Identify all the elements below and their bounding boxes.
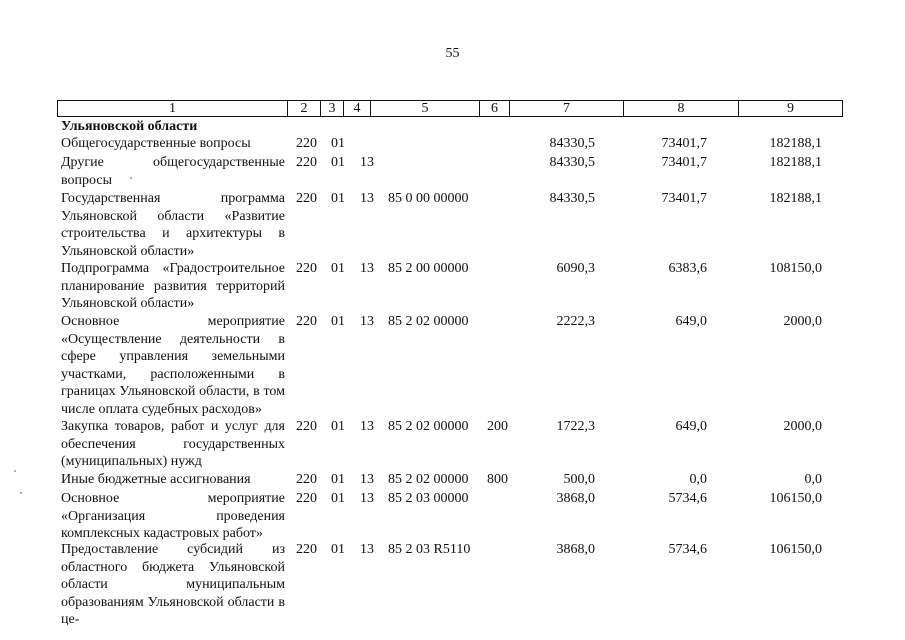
table-row (57, 541, 847, 627)
row-col-4: 13 (360, 155, 374, 170)
row-col-7: 1722,3 (556, 419, 595, 434)
header-col-2: 2 (288, 101, 321, 116)
row-col-9: 182188,1 (769, 155, 822, 170)
row-col-8: 649,0 (675, 314, 707, 329)
row-col-7: 3868,0 (556, 491, 595, 506)
header-col-6: 6 (480, 101, 510, 116)
row-col-7: 3868,0 (556, 542, 595, 557)
row-col-8: 5734,6 (668, 491, 707, 506)
row-col-2: 220 (296, 191, 317, 206)
row-col-4: 13 (360, 419, 374, 434)
row-col-3: 01 (331, 542, 345, 557)
row-col-5: 85 2 00 00000 (388, 261, 469, 276)
table-row (57, 313, 847, 418)
scan-speck (20, 492, 22, 494)
table-body (57, 118, 847, 627)
row-col-5: 85 2 02 00000 (388, 314, 469, 329)
row-col-3: 01 (331, 136, 345, 151)
table-row (57, 418, 847, 471)
row-col-9: 108150,0 (769, 261, 822, 276)
page-number: 55 (445, 46, 460, 61)
row-col-4: 13 (360, 491, 374, 506)
row-col-4: 13 (360, 261, 374, 276)
row-col-2: 220 (296, 314, 317, 329)
row-name: Предоставление субсидий из областного бюджета Ульяновской области муниципальным образованиям Ульяновской области в це- (61, 542, 285, 627)
row-col-2: 220 (296, 542, 317, 557)
row-col-3: 01 (331, 191, 345, 206)
row-col-4: 13 (360, 314, 374, 329)
table-row (57, 154, 847, 190)
row-col-8: 73401,7 (661, 155, 707, 170)
table-row (57, 471, 847, 490)
row-name: Другие общегосударственные вопросы (61, 155, 285, 188)
row-name: Основное мероприятие «Осуществление деятельности в сфере управления земельными участками, расположенными в границах Ульяновской области, в том числе оплата судебных расходов» (61, 314, 285, 417)
table-row (57, 190, 847, 260)
row-col-9: 2000,0 (783, 419, 822, 434)
header-col-7: 7 (510, 101, 624, 116)
row-col-9: 2000,0 (783, 314, 822, 329)
header-col-1: 1 (58, 101, 288, 116)
row-col-3: 01 (331, 419, 345, 434)
row-col-7: 84330,5 (549, 136, 595, 151)
row-col-8: 649,0 (675, 419, 707, 434)
row-col-2: 220 (296, 261, 317, 276)
row-col-9: 106150,0 (769, 491, 822, 506)
row-name: Основное мероприятие «Организация проведения комплексных кадастровых работ» (61, 491, 285, 541)
row-col-6: 800 (487, 472, 508, 487)
table-row (57, 490, 847, 541)
row-col-5: 85 2 03 00000 (388, 491, 469, 506)
row-col-7: 500,0 (563, 472, 595, 487)
row-col-9: 182188,1 (769, 191, 822, 206)
row-col-8: 73401,7 (661, 191, 707, 206)
row-col-8: 73401,7 (661, 136, 707, 151)
row-col-3: 01 (331, 472, 345, 487)
row-name: Иные бюджетные ассигнования (61, 472, 251, 487)
row-col-4: 13 (360, 472, 374, 487)
row-col-2: 220 (296, 419, 317, 434)
row-name: Подпрограмма «Градостроительное планирование развития территорий Ульяновской области» (61, 261, 285, 311)
table-row (57, 118, 847, 135)
header-col-8: 8 (624, 101, 739, 116)
row-col-9: 182188,1 (769, 136, 822, 151)
row-col-2: 220 (296, 472, 317, 487)
row-col-8: 5734,6 (668, 542, 707, 557)
row-col-8: 0,0 (689, 472, 707, 487)
header-col-3: 3 (321, 101, 344, 116)
table-row (57, 260, 847, 313)
table-row (57, 135, 847, 154)
row-col-5: 85 0 00 00000 (388, 191, 469, 206)
row-col-7: 6090,3 (556, 261, 595, 276)
row-col-4: 13 (360, 191, 374, 206)
row-col-3: 01 (331, 314, 345, 329)
header-col-5: 5 (371, 101, 480, 116)
header-col-9: 9 (787, 101, 794, 116)
row-col-5: 85 2 02 00000 (388, 472, 469, 487)
row-col-2: 220 (296, 155, 317, 170)
row-col-9: 0,0 (804, 472, 822, 487)
scan-speck (130, 177, 132, 179)
row-col-2: 220 (296, 136, 317, 151)
row-col-7: 2222,3 (556, 314, 595, 329)
row-col-9: 106150,0 (769, 542, 822, 557)
row-col-8: 6383,6 (668, 261, 707, 276)
row-col-7: 84330,5 (549, 191, 595, 206)
row-name: Закупка товаров, работ и услуг для обеспечения государственных (муниципальных) нужд (61, 419, 285, 469)
row-col-7: 84330,5 (549, 155, 595, 170)
row-name: Государственная программа Ульяновской области «Развитие строительства и архитектуры в Ульяновской области» (61, 191, 285, 259)
row-col-3: 01 (331, 491, 345, 506)
row-name: Ульяновской области (61, 119, 198, 134)
row-name: Общегосударственные вопросы (61, 136, 251, 151)
row-col-3: 01 (331, 261, 345, 276)
row-col-4: 13 (360, 542, 374, 557)
row-col-6: 200 (487, 419, 508, 434)
header-col-4: 4 (344, 101, 371, 116)
row-col-5: 85 2 03 R5110 (388, 542, 471, 557)
row-col-3: 01 (331, 155, 345, 170)
row-col-2: 220 (296, 491, 317, 506)
row-col-5: 85 2 02 00000 (388, 419, 469, 434)
scan-speck (14, 470, 16, 472)
table-header (57, 100, 843, 117)
